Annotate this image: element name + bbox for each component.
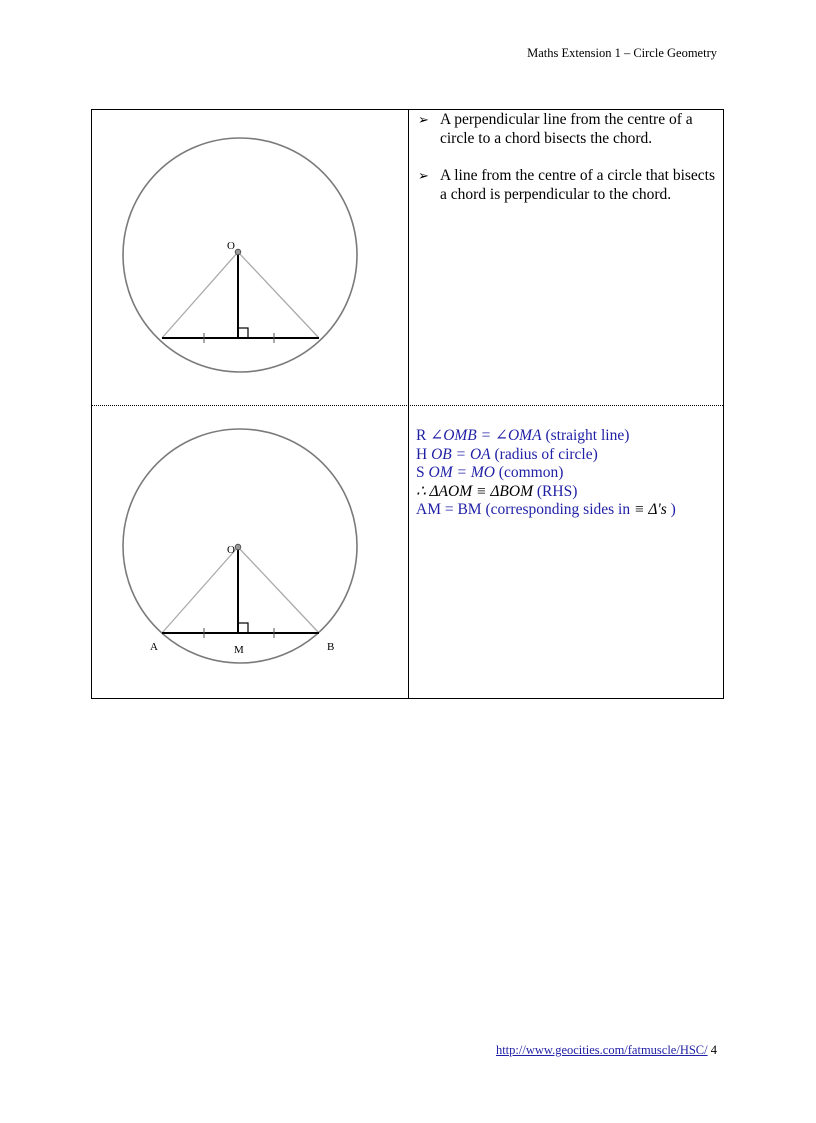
proof-reason: (common) bbox=[498, 464, 564, 481]
arrow-bullet-icon: ➢ bbox=[418, 112, 429, 127]
centre-label: O bbox=[227, 240, 235, 252]
proof-reason: (straight line) bbox=[545, 427, 630, 444]
proof-final-text: AM = BM (corresponding sides in bbox=[416, 501, 631, 518]
proof-line-s bbox=[416, 464, 716, 483]
proof-line-r bbox=[416, 427, 716, 446]
proof-statement: OM = MO bbox=[428, 464, 495, 481]
proof-final bbox=[416, 501, 716, 520]
proof-key: S bbox=[416, 464, 425, 481]
centre-point bbox=[235, 544, 241, 550]
radius-right bbox=[238, 252, 319, 338]
proof-reason: (RHS) bbox=[536, 482, 578, 500]
radius-left bbox=[162, 252, 238, 338]
proof-final-math: ≡ Δ's bbox=[633, 501, 667, 518]
diagram-perpendicular-bisector bbox=[92, 110, 408, 410]
congruence-proof bbox=[416, 427, 716, 520]
proof-reason: (radius of circle) bbox=[494, 445, 598, 463]
centre-point bbox=[235, 249, 241, 255]
point-M-label: M bbox=[234, 644, 244, 656]
page-header: Maths Extension 1 – Circle Geometry bbox=[527, 46, 717, 60]
proof-statement: ∠OMB = ∠OMA bbox=[430, 427, 542, 444]
segment-OB bbox=[238, 547, 319, 633]
theorem-text: A perpendicular line from the centre of a circle to a chord bisects the chord. bbox=[440, 111, 693, 147]
column-divider bbox=[408, 110, 409, 698]
theorem-text: A line from the centre of a circle that bisects a chord is perpendicular to the chord. bbox=[440, 167, 716, 203]
page-footer bbox=[496, 1043, 717, 1058]
proof-line-h bbox=[416, 446, 716, 465]
proof-key: H bbox=[416, 445, 428, 463]
theorem-table bbox=[91, 109, 724, 699]
theorem-item bbox=[414, 111, 719, 148]
right-angle-marker bbox=[238, 623, 248, 633]
page-number: 4 bbox=[710, 1043, 717, 1057]
theorem-list bbox=[414, 111, 719, 223]
source-link[interactable]: http://www.geocities.com/fatmuscle/HSC/ bbox=[495, 1043, 708, 1057]
segment-OA bbox=[162, 547, 238, 633]
proof-key: R bbox=[416, 427, 427, 444]
diagram-congruence-proof bbox=[92, 406, 408, 705]
proof-conclusion bbox=[416, 483, 716, 502]
proof-conclusion-statement: ∴ ΔAOM ≡ ΔBOM bbox=[416, 482, 534, 500]
arrow-bullet-icon: ➢ bbox=[418, 168, 429, 183]
centre-label: O bbox=[227, 544, 235, 556]
theorem-item bbox=[414, 167, 719, 204]
right-angle-marker bbox=[238, 328, 248, 338]
proof-final-close: ) bbox=[670, 501, 676, 518]
point-B-label: B bbox=[327, 641, 335, 653]
proof-statement: OB = OA bbox=[431, 445, 491, 463]
point-A-label: A bbox=[150, 641, 158, 653]
